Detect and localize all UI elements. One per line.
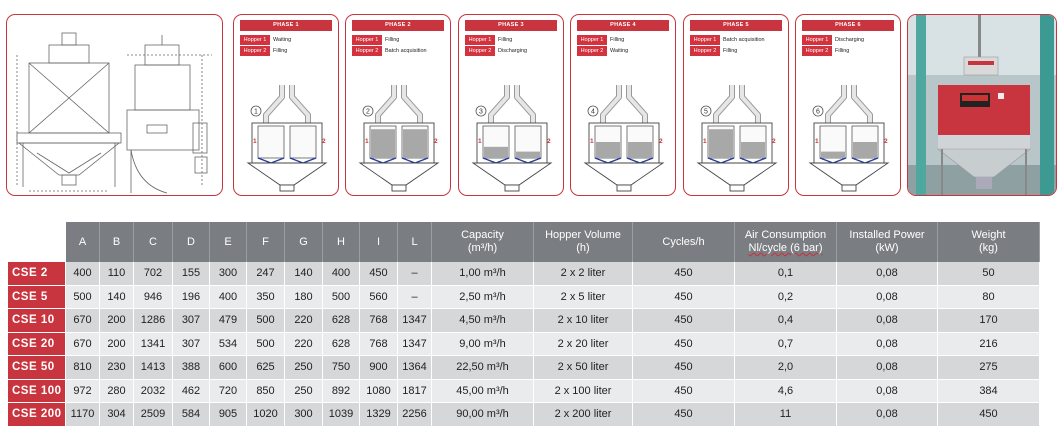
discharge-cone [473,163,551,185]
header-capacity-line1: Capacity [461,229,504,241]
header-g: G [285,222,323,262]
hopper-tag: Hopper 2 [240,46,270,56]
hopper-diagram [692,85,782,193]
table-cell: 4,6 [735,380,837,404]
hopper-diagram [804,85,894,193]
hopper-tag: Hopper 2 [577,46,607,56]
table-cell: 2 x 100 liter [534,380,633,404]
hopper-fill [741,142,765,158]
hopper-side-label: 2 [772,138,776,145]
hopper-status: Discharging [498,48,528,54]
hopper-1-row [690,35,765,45]
outlet [730,185,744,191]
header-a: A [66,222,100,262]
phase-title: PHASE 6 [802,20,894,31]
table-cell: 1347 [398,309,432,333]
header-i: I [360,222,398,262]
table-cell: 247 [247,262,285,286]
table-cell: 400 [323,262,360,286]
hopper-side-label: 2 [434,138,438,145]
table-cell: – [398,286,432,310]
hopper-1-row [577,35,624,45]
phase-number: 5 [704,108,708,116]
table-cell: 220 [285,333,323,357]
table-cell: 900 [360,356,398,380]
outlet [505,185,519,191]
table-row [8,356,1040,380]
table-row [8,380,1040,404]
hopper-side-label: 2 [322,138,326,145]
phase-title: PHASE 2 [352,20,444,31]
hopper-status: Batch acquisition [723,37,765,43]
phase-number: 2 [366,108,370,116]
hopper-status: Filling [835,48,850,54]
product-photo [908,15,1057,196]
hopper-2-row [802,46,849,56]
outlet [842,185,856,191]
table-cell: 4,50 m³/h [432,309,534,333]
discharge-cone [585,163,663,185]
table-cell: 560 [360,286,398,310]
table-cell: 400 [210,286,247,310]
hopper-2-row [240,46,287,56]
table-cell: 22,50 m³/h [432,356,534,380]
table-cell: 670 [66,309,100,333]
hopper-tag: Hopper 1 [465,35,495,45]
hopper-diagram [467,85,557,193]
phase-title: PHASE 3 [465,20,557,31]
hopper-side-label: 2 [547,138,551,145]
hopper-1-row [240,35,291,45]
table-cell: 600 [210,356,247,380]
hopper-fill [516,152,540,158]
table-cell: 2 x 10 liter [534,309,633,333]
table-cell: 450 [360,262,398,286]
hopper-side-label: 1 [253,138,257,145]
table-cell: 250 [285,380,323,404]
table-cell: 0,08 [837,309,938,333]
table-cell: 972 [66,380,100,404]
table-cell: 155 [173,262,210,286]
table-cell: 200 [100,333,134,357]
table-cell: 140 [100,286,134,310]
model-name-cell: CSE 2 [8,262,66,286]
hopper-tag: Hopper 2 [690,46,720,56]
hopper-1-row [802,35,864,45]
table-cell: 2 x 50 liter [534,356,633,380]
hopper-2-row [465,46,527,56]
table-cell: 702 [134,262,173,286]
table-cell: 450 [633,309,735,333]
table-cell: 0,08 [837,333,938,357]
phase-number: 4 [591,108,595,116]
table-cell: 2,50 m³/h [432,286,534,310]
header-power-line1: Installed Power [849,229,925,241]
discharge-cone [248,163,326,185]
table-cell: 450 [633,380,735,404]
header-e: E [210,222,247,262]
hopper-fill [403,129,427,158]
table-cell: 0,2 [735,286,837,310]
hopper-status: Filling [498,37,513,43]
table-cell: 500 [66,286,100,310]
phase-panel-3 [458,14,564,196]
table-cell: 1020 [247,403,285,427]
hopper-status: Filling [273,48,288,54]
header-hopper-volume-line2: (h) [576,242,590,254]
discharge-cone [360,163,438,185]
table-cell: 462 [173,380,210,404]
phase-number: 1 [254,108,258,116]
table-cell: 768 [360,333,398,357]
table-cell: 1286 [134,309,173,333]
table-cell: 1413 [134,356,173,380]
phase-title: PHASE 4 [577,20,669,31]
hopper-tag: Hopper 1 [690,35,720,45]
hopper-side-label: 2 [659,138,663,145]
header-c: C [134,222,173,262]
table-cell: 500 [247,309,285,333]
table-cell: 2 x 20 liter [534,333,633,357]
hopper-status: Filling [610,37,625,43]
table-cell: 280 [100,380,134,404]
hopper-tag: Hopper 1 [240,35,270,45]
table-cell: 1039 [323,403,360,427]
header-d: D [173,222,210,262]
table-cell: 750 [323,356,360,380]
hopper-diagram [354,85,444,193]
hopper-fill [371,129,395,158]
table-cell: 628 [323,333,360,357]
phase-title: PHASE 1 [240,20,332,31]
table-cell: 200 [100,309,134,333]
hopper-1-row [465,35,512,45]
hopper-side-label: 1 [590,138,594,145]
hopper-2-row [690,46,737,56]
table-row [8,262,1040,286]
hopper-tag: Hopper 2 [465,46,495,56]
table-cell: 1341 [134,333,173,357]
phase-panel-4 [570,14,676,196]
table-row [8,403,1040,427]
phase-title: PHASE 5 [690,20,782,31]
hopper-tag: Hopper 1 [352,35,382,45]
header-hopper-volume [534,222,633,262]
phase-number: 6 [816,108,820,116]
table-cell: 11 [735,403,837,427]
table-cell: – [398,262,432,286]
table-cell: 196 [173,286,210,310]
table-cell: 500 [247,333,285,357]
hopper-side-label: 1 [365,138,369,145]
header-hopper-volume-line1: Hopper Volume [545,229,621,241]
header-capacity [432,222,534,262]
hopper-tag: Hopper 2 [802,46,832,56]
table-cell: 628 [323,309,360,333]
hopper-body [258,126,284,158]
table-header-row [8,222,1040,262]
table-cell: 384 [938,380,1040,404]
header-capacity-line2: (m³/h) [467,242,498,254]
table-cell: 220 [285,309,323,333]
table-cell: 670 [66,333,100,357]
table-cell: 720 [210,380,247,404]
table-cell: 1347 [398,333,432,357]
table-cell: 50 [938,262,1040,286]
table-cell: 450 [633,262,735,286]
hopper-fill [709,129,733,158]
table-cell: 275 [938,356,1040,380]
table-cell: 0,08 [837,403,938,427]
table-cell: 140 [285,262,323,286]
header-f: F [247,222,285,262]
hopper-fill [853,142,877,158]
table-cell: 892 [323,380,360,404]
table-cell: 0,1 [735,262,837,286]
table-cell: 300 [285,403,323,427]
table-cell: 230 [100,356,134,380]
table-cell: 0,7 [735,333,837,357]
table-cell: 450 [633,333,735,357]
table-cell: 80 [938,286,1040,310]
header-b: B [100,222,134,262]
table-cell: 216 [938,333,1040,357]
table-cell: 1817 [398,380,432,404]
table-cell: 0,08 [837,380,938,404]
hopper-status: Filling [385,37,400,43]
table-body [8,262,1040,427]
table-cell: 2 x 2 liter [534,262,633,286]
hopper-side-label: 1 [478,138,482,145]
table-cell: 534 [210,333,247,357]
hopper-diagram [242,85,332,193]
hopper-fill [821,152,845,158]
table-cell: 1364 [398,356,432,380]
product-photo-panel [907,14,1057,196]
table-row [8,286,1040,310]
model-name-cell: CSE 20 [8,333,66,357]
hopper-fill [628,142,652,158]
hopper-body [290,126,316,158]
phase-panel-6 [795,14,901,196]
header-blank [8,222,66,262]
table-cell: 110 [100,262,134,286]
model-name-cell: CSE 100 [8,380,66,404]
model-name-cell: CSE 5 [8,286,66,310]
table-cell: 307 [173,309,210,333]
table-cell: 90,00 m³/h [432,403,534,427]
hopper-fill [484,147,508,158]
header-weight [938,222,1040,262]
technical-drawing-panel [6,14,223,196]
hopper-status: Discharging [835,37,865,43]
table-cell: 810 [66,356,100,380]
table-cell: 584 [173,403,210,427]
table-row [8,333,1040,357]
model-name-cell: CSE 10 [8,309,66,333]
table-cell: 850 [247,380,285,404]
table-cell: 500 [323,286,360,310]
hopper-tag: Hopper 2 [352,46,382,56]
table-cell: 304 [100,403,134,427]
hopper-diagram [579,85,669,193]
outlet [280,185,294,191]
table-cell: 768 [360,309,398,333]
header-cycles: Cycles/h [633,222,735,262]
table-cell: 450 [938,403,1040,427]
hopper-status: Waiting [273,37,292,43]
table-cell: 625 [247,356,285,380]
header-l: L [398,222,432,262]
header-air-line1: Air Consumption [744,229,827,241]
table-cell: 2509 [134,403,173,427]
header-air-consumption [735,222,837,262]
table-cell: 2256 [398,403,432,427]
table-cell: 45,00 m³/h [432,380,534,404]
hopper-tag: Hopper 1 [577,35,607,45]
table-cell: 1329 [360,403,398,427]
table-cell: 2 x 5 liter [534,286,633,310]
hopper-side-label: 1 [703,138,707,145]
table-cell: 2,0 [735,356,837,380]
phase-panel-1 [233,14,339,196]
model-name-cell: CSE 200 [8,403,66,427]
table-cell: 479 [210,309,247,333]
header-h: H [323,222,360,262]
table-cell: 1,00 m³/h [432,262,534,286]
discharge-cone [698,163,776,185]
table-cell: 2 x 200 liter [534,403,633,427]
header-air-line2: Nl/cycle (6 bar) [748,242,823,254]
table-cell: 450 [633,403,735,427]
model-name-cell: CSE 50 [8,356,66,380]
outlet [617,185,631,191]
table-cell: 180 [285,286,323,310]
hopper-2-row [577,46,628,56]
header-weight-line2: (kg) [979,242,998,254]
table-cell: 250 [285,356,323,380]
table-cell: 450 [633,286,735,310]
table-cell: 1170 [66,403,100,427]
hopper-status: Waiting [610,48,629,54]
table-cell: 2032 [134,380,173,404]
table-cell: 0,08 [837,286,938,310]
hopper-side-label: 2 [884,138,888,145]
header-installed-power [837,222,938,262]
header-weight-line1: Weight [971,229,1006,241]
table-cell: 350 [247,286,285,310]
phase-panel-2 [345,14,451,196]
header-power-line2: (kW) [875,242,899,254]
hopper-side-label: 1 [815,138,819,145]
hopper-2-row [352,46,427,56]
table-cell: 0,4 [735,309,837,333]
specification-table [8,222,1040,427]
table-cell: 388 [173,356,210,380]
table-cell: 300 [210,262,247,286]
table-cell: 9,00 m³/h [432,333,534,357]
phase-number: 3 [479,108,483,116]
table-cell: 1080 [360,380,398,404]
hopper-status: Batch acquisition [385,48,427,54]
table-row [8,309,1040,333]
hopper-status: Filling [723,48,738,54]
hopper-1-row [352,35,399,45]
table-cell: 0,08 [837,356,938,380]
hopper-tag: Hopper 1 [802,35,832,45]
phase-panel-5 [683,14,789,196]
table-cell: 170 [938,309,1040,333]
table-cell: 450 [633,356,735,380]
table-cell: 400 [66,262,100,286]
outlet [392,185,406,191]
technical-drawing [7,15,223,196]
table-cell: 946 [134,286,173,310]
table-cell: 905 [210,403,247,427]
hopper-fill [596,142,620,158]
table-cell: 0,08 [837,262,938,286]
discharge-cone [810,163,888,185]
table-cell: 307 [173,333,210,357]
